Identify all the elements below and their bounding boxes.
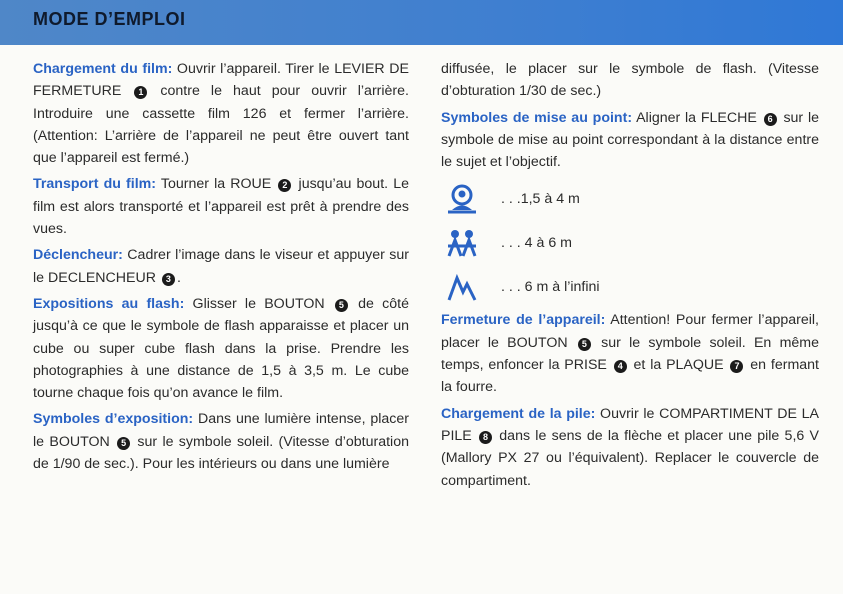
callout-number: 6 <box>764 113 777 126</box>
section-text: Ouvrir l’appareil. Tirer le LEVIER DE FERMETURE <box>33 61 409 100</box>
section-heading: Chargement du film: <box>33 61 173 77</box>
section-chargement-pile <box>441 403 819 492</box>
section-text: Tourner la ROUE <box>155 176 277 193</box>
section-text: Aligner la FLECHE <box>632 109 762 126</box>
section-heading: Symboles d’exposition: <box>33 411 194 428</box>
focus-row-portrait <box>445 177 819 221</box>
callout-number: 7 <box>730 360 743 373</box>
section-text: de côté jusqu’à ce que le symbole de flash apparaisse et placer un cube ou super cube flash dans la prise. Prendre les photographies à une distance de 1,5 à 3,5 m. Le cube tourne chaque fois qu’on avance le film. <box>33 295 409 402</box>
portrait-icon <box>445 184 479 214</box>
section-text: dans le sens de la flèche et placer une pile 5,6 V (Mallory PX 27 ou l’équivalent). Replacer le couvercle de compartiment. <box>441 427 819 489</box>
section-text: et la PLAQUE <box>628 357 729 374</box>
section-heading: Symboles de mise au point: <box>441 109 633 126</box>
callout-number: 8 <box>479 431 492 444</box>
callout-number: 1 <box>134 86 147 99</box>
section-chargement-film <box>33 58 409 169</box>
group-icon <box>445 228 479 258</box>
section-text: contre le haut pour ouvrir l’arrière. Introduire une cassette film 126 et fermer l’arrière. (Attention: L’arrière de l’appareil ne peut être ouvert tant que l’appareil est fermé.) <box>33 83 409 167</box>
section-text: sur le symbole soleil. En même temps, enfoncer la PRISE <box>441 334 819 374</box>
focus-symbols-list <box>441 177 819 309</box>
section-transport-film <box>33 173 409 240</box>
section-heading: Chargement de la pile: <box>441 405 596 422</box>
left-column <box>33 58 409 479</box>
callout-number: 5 <box>335 299 348 312</box>
callout-number: 5 <box>578 338 591 351</box>
focus-distance: . . . 6 m à l’infini <box>501 279 600 296</box>
mountain-icon <box>445 272 479 302</box>
focus-distance: . . .1,5 à 4 m <box>501 191 580 208</box>
section-text: en fermant la fourre. <box>441 357 819 396</box>
section-expositions-flash <box>33 293 409 404</box>
section-text: Attention! Pour fermer l’appareil, placer le BOUTON <box>441 312 819 351</box>
right-column <box>441 58 819 496</box>
section-fermeture-appareil <box>441 309 819 398</box>
section-text: Ouvrir le COMPARTIMENT DE LA PILE <box>441 405 819 444</box>
section-text: sur le symbole de mise au point correspondant à la distance entre le sujet et l’objectif. <box>441 109 820 171</box>
callout-number: 4 <box>614 360 627 373</box>
section-symboles-exposition <box>33 408 409 475</box>
section-text: . <box>176 269 181 286</box>
focus-row-mountain <box>445 265 819 309</box>
section-declencheur <box>33 244 409 289</box>
callout-number: 2 <box>278 179 291 192</box>
callout-number: 5 <box>117 437 130 450</box>
section-continuation <box>441 58 819 103</box>
section-mise-au-point <box>441 107 819 174</box>
section-text: jusqu’au bout. Le film est alors transporté et l’appareil est prêt à prendre des vues. <box>33 176 409 238</box>
section-text: Cadrer l’image dans le viseur et appuyer sur le DECLENCHEUR <box>33 247 409 286</box>
callout-number: 3 <box>162 273 175 286</box>
page-title: MODE D’EMPLOI <box>33 9 186 29</box>
header-bar <box>0 0 843 45</box>
section-heading: Fermeture de l’appareil: <box>441 312 606 329</box>
section-text: Glisser le BOUTON <box>184 295 333 312</box>
section-heading: Transport du film: <box>33 176 156 193</box>
section-text: sur le symbole soleil. (Vitesse d’obturation de 1/90 de sec.). Pour les intérieurs ou dans une lumière <box>33 433 409 473</box>
section-heading: Déclencheur: <box>33 247 123 264</box>
section-text: Dans une lumière intense, placer le BOUTON <box>33 411 409 450</box>
section-heading: Expositions au flash: <box>33 295 185 312</box>
section-text: diffusée, le placer sur le symbole de flash. (Vitesse d’obturation 1/30 de sec.) <box>441 61 819 100</box>
focus-distance: . . . 4 à 6 m <box>501 235 572 252</box>
focus-row-group <box>445 221 819 265</box>
